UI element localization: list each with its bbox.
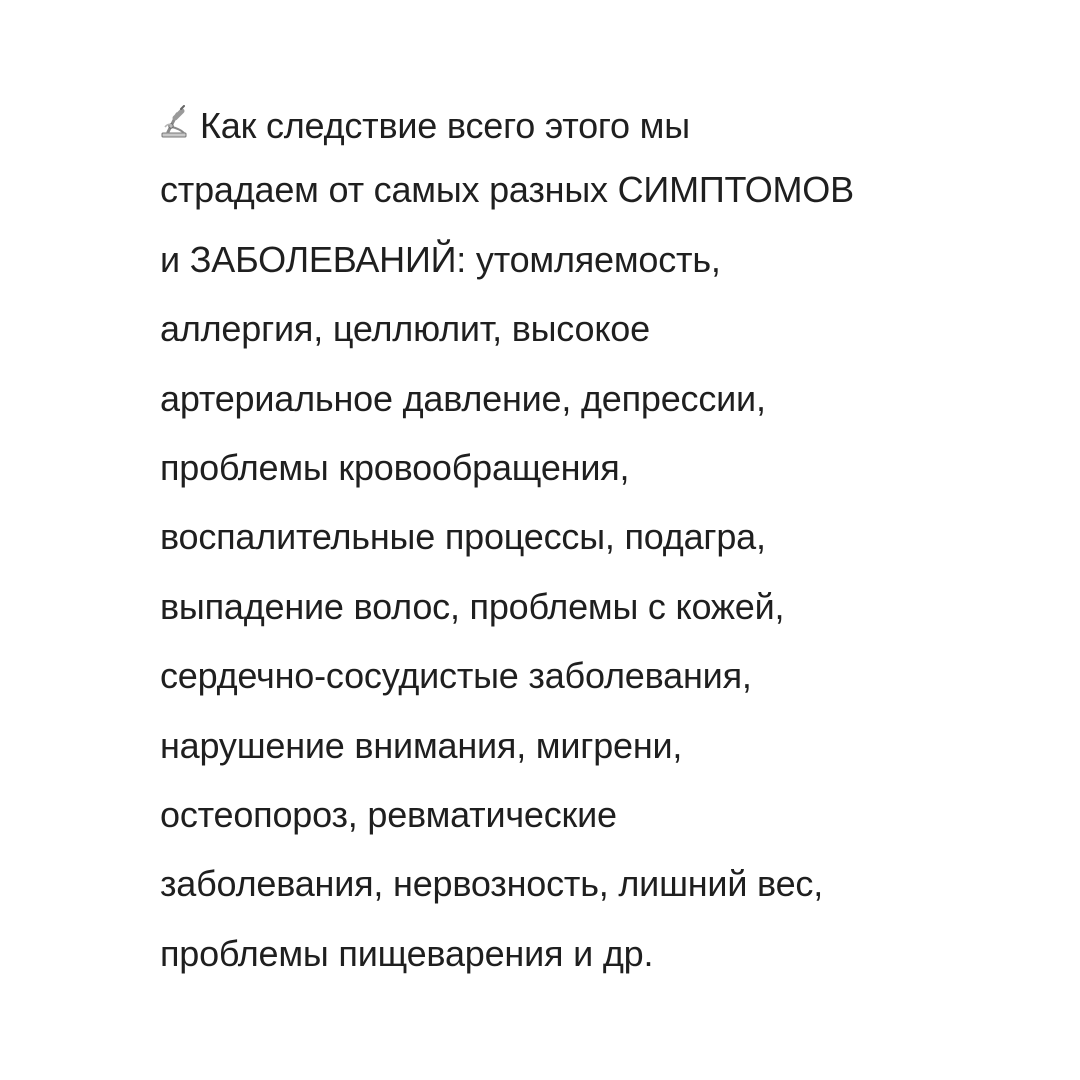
microscope-icon bbox=[160, 96, 190, 156]
text-line-1-content: Как следствие всего этого мы bbox=[200, 104, 690, 146]
text-line-9: сердечно-сосудистые заболевания, bbox=[160, 655, 752, 697]
text-line-7: воспалительные процессы, подагра, bbox=[160, 516, 766, 558]
text-line-2: страдаем от самых разных СИМПТОМОВ bbox=[160, 169, 854, 211]
text-line-11: остеопороз, ревматические bbox=[160, 793, 617, 835]
text-line-5: артериальное давление, депрессии, bbox=[160, 377, 766, 419]
text-line-1 bbox=[160, 91, 980, 160]
symptoms-text-block bbox=[160, 91, 980, 993]
text-line-6: проблемы кровообращения, bbox=[160, 446, 630, 488]
text-line-8: выпадение волос, проблемы с кожей, bbox=[160, 585, 785, 627]
text-line-4: аллергия, целлюлит, высокое bbox=[160, 308, 650, 350]
text-line-12: заболевания, нервозность, лишний вес, bbox=[160, 863, 823, 905]
text-line-10: нарушение внимания, мигрени, bbox=[160, 724, 683, 766]
text-line-13: проблемы пищеварения и др. bbox=[160, 932, 654, 974]
text-line-3: и ЗАБОЛЕВАНИЙ: утомляемость, bbox=[160, 238, 721, 280]
